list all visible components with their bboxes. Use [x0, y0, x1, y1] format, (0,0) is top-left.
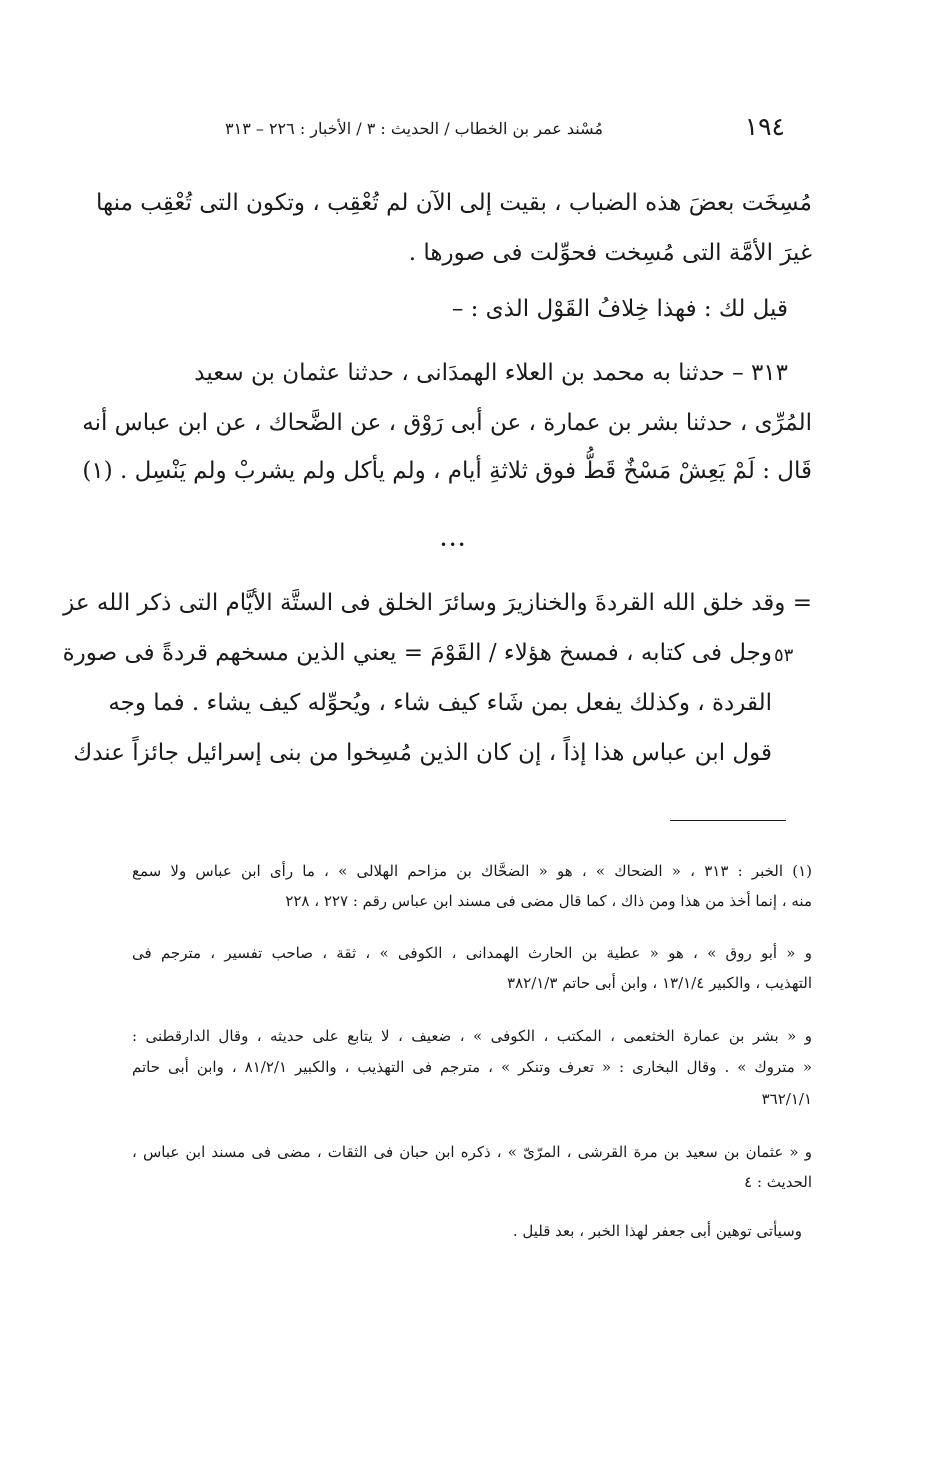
commentary-line: القردة ، وكذلك يفعل بمن شَاء كيف شاء ، ويُحوِّله كيف يشاء . فما وجه [108, 690, 772, 716]
running-head: مُسْند عمر بن الخطاب / الحديث : ٣ / الأخبار : ٢٢٦ – ٣١٣ [225, 119, 603, 138]
footnote-line: الحديث : ٤ [744, 1173, 812, 1191]
footnote-line: منه ، إنما أخذ من هذا ومن ذاك ، كما قال مضى فى مسند ابن عباس رقم : ٢٢٧ ، ٢٢٨ [285, 892, 812, 910]
commentary-line: وجل فى كتابه ، فمسخ هؤلاء / القَوْمَ = يعني الذين مسخهم قردةً فى صورة [62, 640, 772, 666]
body-line: قيل لك : فهذا خِلافُ القَوْل الذى : – [451, 296, 788, 322]
hadith-line: قَال : لَمْ يَعِشْ مَسْخٌ قَطُّ فوق ثلاثةِ أيام ، ولم يأكل ولم يشربْ ولم يَنْسِل . (١) [82, 458, 812, 484]
footnote-line: (١) الخبر : ٣١٣ ، « الضحاك » ، هو « الضحَّاك بن مزاحم الهلالى » ، ما رأى ابن عباس ولا سمع [132, 862, 813, 880]
footnote-line: التهذيب ، والكبير ١٣/١/٤ ، وابن أبى حاتم ٣٨٢/١/٣ [507, 974, 812, 992]
footnote-line: ٣٦٢/١/١ [761, 1090, 812, 1108]
hadith-line: المُرِّى ، حدثنا بشر بن عمارة ، عن أبى رَوْق ، عن الضَّحاك ، عن ابن عباس أنه [82, 410, 812, 436]
margin-number: ٥٣ [774, 645, 794, 666]
page-header [125, 112, 785, 152]
footnote-line: و « أبو روق » ، هو « عطية بن الحارث الهمدانى ، الكوفى » ، ثقة ، صاحب تفسير ، مترجم فى [132, 944, 812, 962]
footnote-line: « متروك » . وقال البخارى : « تعرف وتنكر » ، مترجم فى التهذيب ، والكبير ٨١/٢/١ ، وابن أبى حاتم [132, 1058, 813, 1076]
footnote-line: و « عثمان بن سعيد بن مرة القرشى ، المرّىّ » ، ذكره ابن حبان فى الثقات ، مضى فى مسند ابن عباس ، [132, 1143, 812, 1161]
footnote-line: وسيأتى توهين أبى جعفر لهذا الخبر ، بعد قليل . [512, 1222, 802, 1240]
hadith-line: ٣١٣ – حدثنا به محمد بن العلاء الهمدَانى ، حدثنا عثمان بن سعيد [194, 360, 788, 386]
body-line: مُسِخَت بعضَ هذه الضباب ، بقيت إلى الآن لم تُعْقِب ، وتكون التى تُعْقِب منها [96, 190, 812, 216]
page-number: ١٩٤ [744, 112, 785, 141]
commentary-line: = وقد خلق الله القردةَ والخنازيرَ وسائرَ الخلق فى الستَّة الأيَّام التى ذكر الله عز [63, 590, 812, 616]
commentary-line: قول ابن عباس هذا إذاً ، إن كان الذين مُسِخوا من بنى إسرائيل جائزاً عندك [73, 740, 772, 766]
section-separator: ••• [440, 538, 468, 552]
footnote-line: و « بشر بن عمارة الخثعمى ، المكتب ، الكوفى » ، ضعيف ، لا يتابع على حديثه ، وقال الدارقطنى : [132, 1027, 812, 1045]
body-line: غيرَ الأمَّة التى مُسِخت فحوِّلت فى صورها . [408, 240, 812, 266]
footnote-rule [670, 820, 786, 821]
